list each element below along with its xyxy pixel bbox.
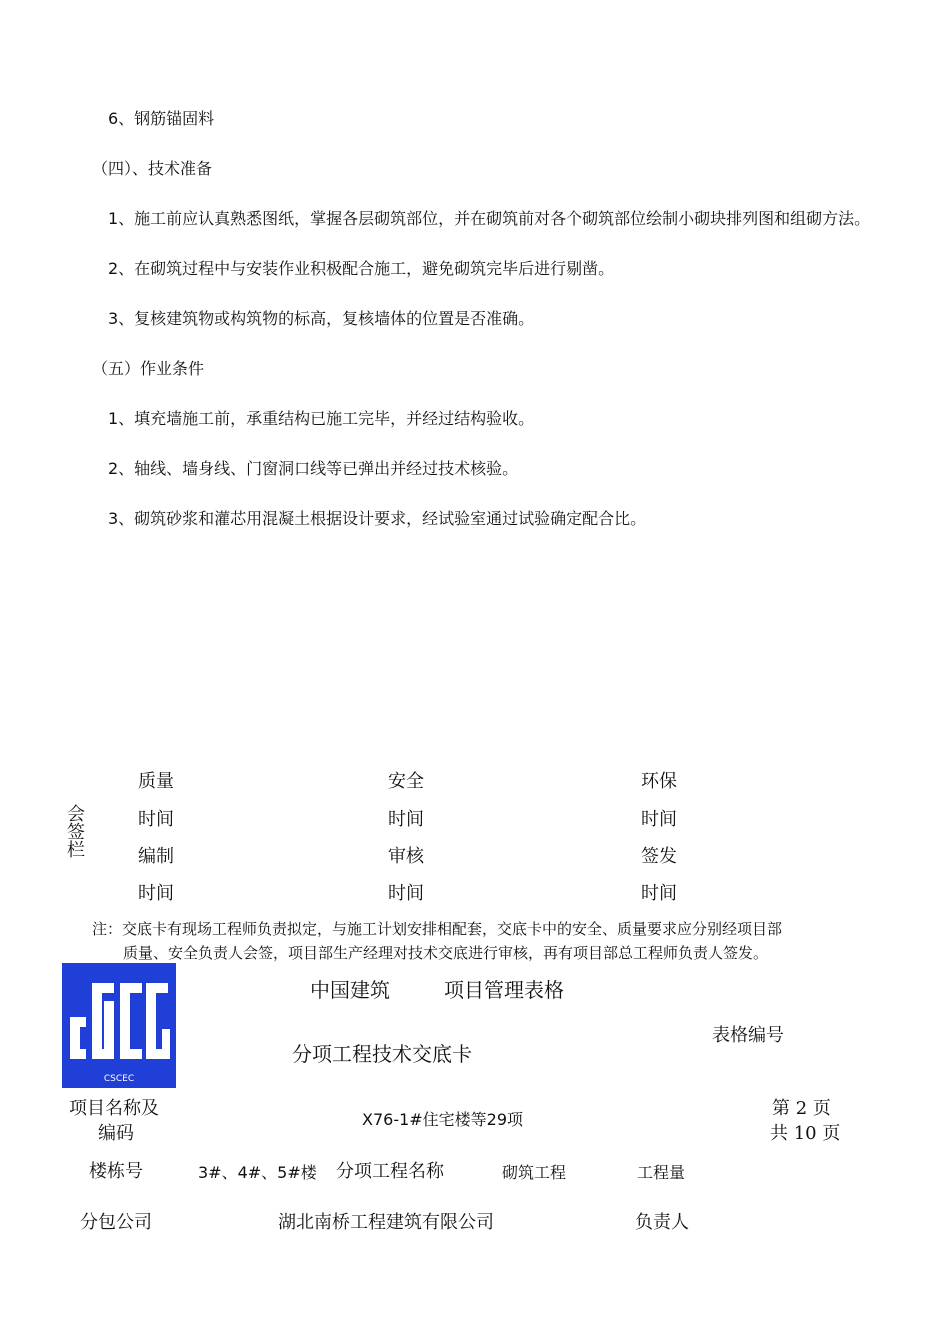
org-name: 中国建筑 (310, 978, 390, 1002)
section-heading-5: （五）作业条件 (92, 359, 205, 378)
project-label-2: 编码 (98, 1123, 134, 1144)
signoff-time: 时间 (641, 883, 677, 904)
body-line-4: 2、在砌筑过程中与安装作业积极配合施工，避免砌筑完毕后进行剔凿。 (108, 259, 615, 278)
body-line-8: 2、轴线、墙身线、门窗洞口线等已弹出并经过技术核验。 (108, 459, 519, 478)
signoff-side-label: 会签栏 (67, 804, 85, 861)
signoff-time: 时间 (138, 809, 174, 830)
signoff-safety: 安全 (388, 771, 424, 792)
subitem-value: 砌筑工程 (502, 1163, 567, 1182)
page-total: 共 10 页 (770, 1123, 841, 1144)
subcontractor-label: 分包公司 (80, 1212, 152, 1233)
subcontractor-value: 湖北南桥工程建筑有限公司 (278, 1212, 494, 1233)
signoff-quality: 质量 (138, 771, 174, 792)
body-line-9: 3、砌筑砂浆和灌芯用混凝土根据设计要求，经试验室通过试验确定配合比。 (108, 509, 647, 528)
subitem-label: 分项工程名称 (336, 1161, 444, 1182)
body-line-7: 1、填充墙施工前，承重结构已施工完毕，并经过结构验收。 (108, 409, 535, 428)
signoff-reviewed: 审核 (388, 846, 424, 867)
signoff-issued: 签发 (641, 846, 677, 867)
note-line-1: 注：交底卡有现场工程师负责拟定，与施工计划安排相配套，交底卡中的安全、质量要求应分别经项目部 (92, 920, 783, 938)
signoff-environment: 环保 (641, 771, 677, 792)
building-label: 楼栋号 (89, 1161, 143, 1182)
body-line-3: 1、施工前应认真熟悉图纸，掌握各层砌筑部位，并在砌筑前对各个砌筑部位绘制小砌块排列图和组砌方法。 (108, 209, 871, 228)
form-number-label: 表格编号 (712, 1025, 784, 1046)
body-line-5: 3、复核建筑物或构筑物的标高，复核墙体的位置是否准确。 (108, 309, 535, 328)
project-value: X76-1#住宅楼等29项 (362, 1110, 524, 1129)
responsible-label: 负责人 (635, 1212, 689, 1233)
note-line-2: 质量、安全负责人会签，项目部生产经理对技术交底进行审核，再有项目部总工程师负责人签发。 (123, 944, 769, 962)
signoff-time: 时间 (388, 883, 424, 904)
card-title: 分项工程技术交底卡 (292, 1042, 472, 1066)
building-value: 3#、4#、5#楼 (198, 1163, 317, 1182)
signoff-time: 时间 (138, 883, 174, 904)
signoff-time: 时间 (388, 809, 424, 830)
form-type: 项目管理表格 (444, 978, 564, 1002)
signoff-time: 时间 (641, 809, 677, 830)
cscec-logo-icon (62, 963, 176, 1088)
section-heading-4: （四）、技术准备 (92, 159, 213, 178)
quantity-label: 工程量 (637, 1163, 686, 1182)
page-current: 第 2 页 (772, 1098, 831, 1119)
svg-text:CSCEC: CSCEC (103, 1074, 135, 1084)
project-label-1: 项目名称及 (69, 1098, 159, 1119)
signoff-prepared: 编制 (138, 846, 174, 867)
cscec-logo (62, 963, 176, 1088)
body-line-1: 6、钢筋锚固料 (108, 109, 215, 128)
